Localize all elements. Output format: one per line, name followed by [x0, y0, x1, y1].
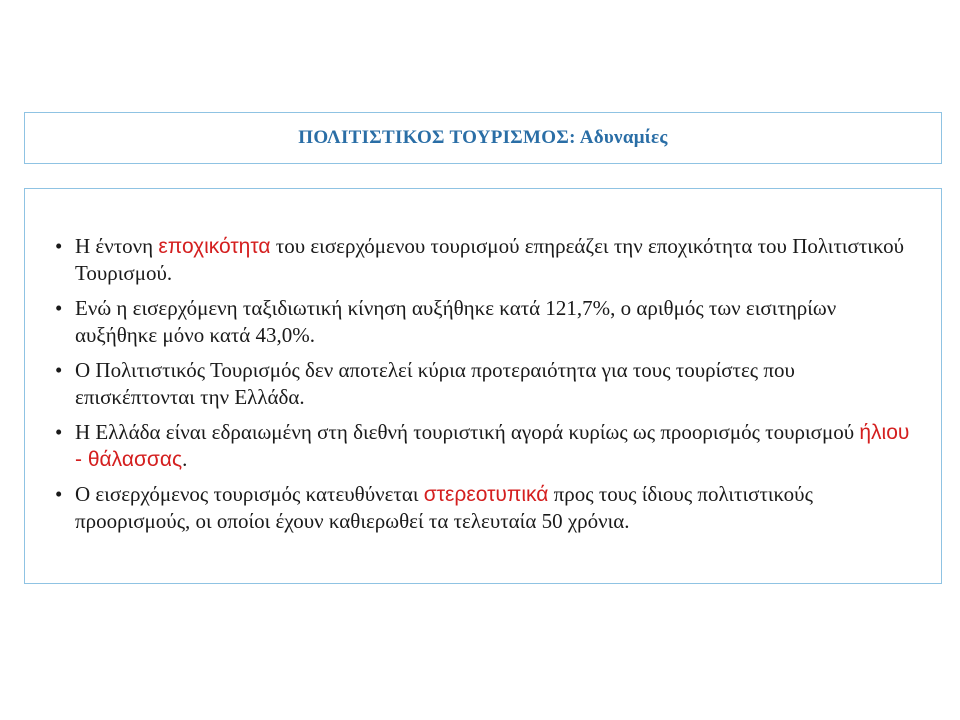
bullet-text: Ο Πολιτιστικός Τουρισμός δεν αποτελεί κύρια προτεραιότητα για τους τουρίστες που επισκέπτονται την Ελλάδα.	[75, 358, 795, 409]
slide-title: ΠΟΛΙΤΙΣΤΙΚΟΣ ΤΟΥΡΙΣΜΟΣ: Αδυναμίες	[298, 127, 668, 148]
bullet-dot-icon: •	[55, 420, 63, 444]
bullet-text: Η έντονη	[75, 234, 159, 258]
bullet-item	[55, 233, 911, 287]
bullet-text-after: του εισερχόμενου τουρισμού επηρεάζει την εποχικότητα του Πολιτιστικού Τουρισμού.	[75, 234, 904, 285]
bullet-item	[55, 295, 911, 349]
bullet-text-after: .	[182, 447, 188, 471]
bullet-dot-icon: •	[55, 296, 63, 320]
bullet-text: Ο εισερχόμενος τουρισμός κατευθύνεται	[75, 482, 424, 506]
bullet-dot-icon: •	[55, 234, 63, 258]
bullet-text: Ενώ η εισερχόμενη ταξιδιωτική κίνηση αυξήθηκε κατά 121,7%, ο αριθμός των εισιτηρίων αυξήθηκε μόνο κατά 43,0%.	[75, 296, 837, 347]
title-box	[24, 112, 942, 164]
bullet-item	[55, 481, 911, 535]
bullet-text-after: προς τους ίδιους πολιτιστικούς προορισμούς, οι οποίοι έχουν καθιερωθεί τα τελευταία 50 χρόνια.	[75, 482, 813, 533]
bullet-highlight: στερεοτυπικά	[423, 483, 549, 506]
bullet-highlight: εποχικότητα	[158, 235, 271, 258]
bullet-dot-icon: •	[55, 358, 63, 382]
bullet-item	[55, 357, 911, 411]
bullet-dot-icon: •	[55, 482, 63, 506]
bullet-text: Η Ελλάδα είναι εδραιωμένη στη διεθνή τουριστική αγορά κυρίως ως προορισμός τουρισμού	[75, 420, 860, 444]
bullet-highlight: ήλιου - θάλασσας	[75, 421, 910, 471]
bullet-list	[25, 189, 941, 535]
bullet-item	[55, 419, 911, 473]
content-box	[24, 188, 942, 584]
